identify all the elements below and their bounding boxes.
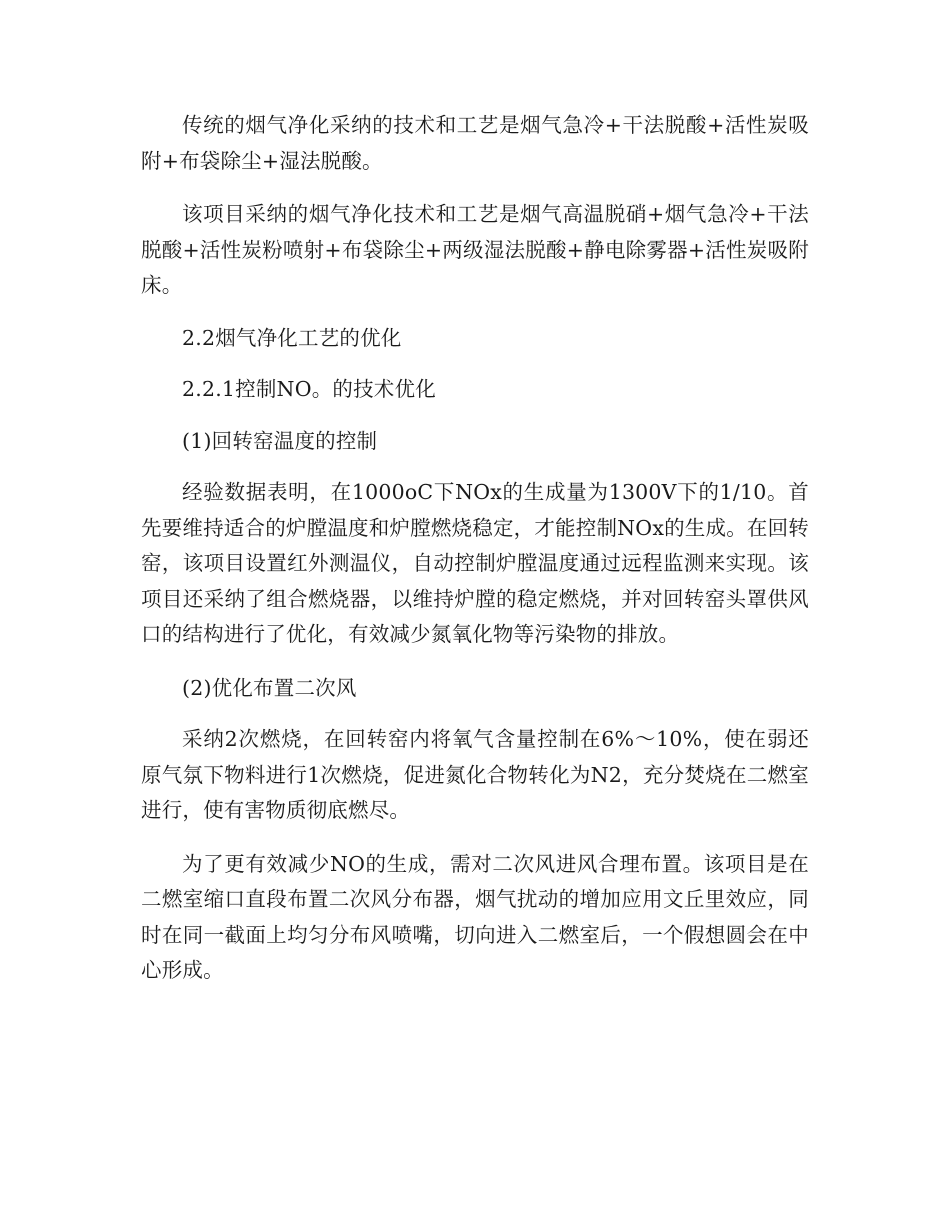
document-page: [141, 108, 809, 989]
paragraph-project-process: 该项目采纳的烟气净化技术和工艺是烟气高温脱硝+烟气急冷+干法脱酸+活性炭粉喷射+布袋除尘+两级湿法脱酸+静电除雾器+活性炭吸附床。: [141, 202, 809, 297]
section-heading-2-2: 2.2烟气净化工艺的优化: [182, 325, 402, 350]
paragraph-secondary-air: 为了更有效减少NO的生成，需对二次风进风合理布置。该项目是在二燃室缩口直段布置二次风分布器，烟气扰动的增加应用文丘里效应，同时在同一截面上均匀分布风喷嘴，切向进入二燃室后，一个假想圆会在中心形成。: [141, 851, 809, 982]
paragraph-traditional-process: 传统的烟气净化采纳的技术和工艺是烟气急冷+干法脱酸+活性炭吸附+布袋除尘+湿法脱酸。: [141, 113, 809, 173]
paragraph-two-stage-combustion: 采纳2次燃烧，在回转窑内将氧气含量控制在6%～10%，使在弱还原气氛下物料进行1次燃烧，促进氮化合物转化为N2，充分焚烧在二燃室进行，使有害物质彻底燃尽。: [141, 727, 809, 822]
item-heading-1: (1)回转窑温度的控制: [182, 428, 378, 453]
subsection-heading-2-2-1: 2.2.1控制NO。的技术优化: [182, 377, 436, 401]
paragraph-kiln-temperature: 经验数据表明，在1000oC下NOx的生成量为1300V下的1/10。首先要维持适合的炉膛温度和炉膛燃烧稳定，才能控制NOx的生成。在回转窑，该项目设置红外测温仪，自动控制炉膛温度通过远程监测来实现。该项目还采纳了组合燃烧器，以维持炉膛的稳定燃烧，并对回转窑头罩供风口的结构进行了优化，有效减少氮氧化物等污染物的排放。: [141, 480, 809, 646]
item-heading-2: (2)优化布置二次风: [182, 675, 357, 700]
